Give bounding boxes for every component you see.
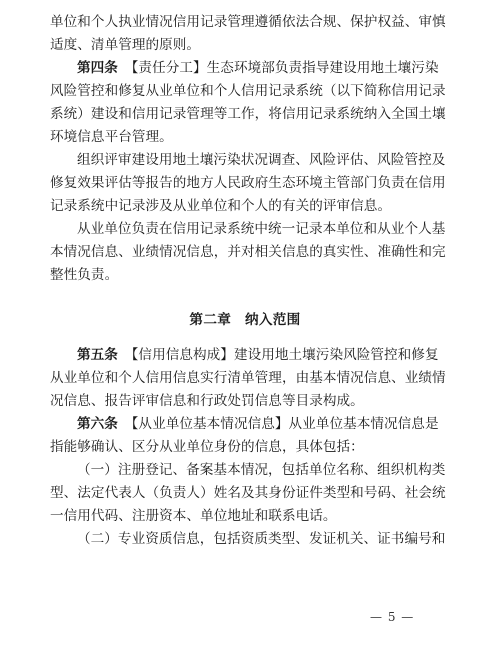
text-line xyxy=(50,57,440,80)
article-text: 【责任分工】生态环境部负责指导建设用地土壤污染 xyxy=(131,60,439,76)
article-5 xyxy=(50,344,446,413)
article-4 xyxy=(50,57,446,149)
document-body xyxy=(50,11,446,551)
paragraph-unit-responsibility xyxy=(50,218,446,287)
text-line: 系统）建设和信用记录管理等工作，将信用记录系统纳入全国土壤 xyxy=(50,106,446,122)
text-line xyxy=(50,344,440,367)
article-text: 【信用信息构成】建设用地土壤污染风险管控和修复 xyxy=(131,347,439,363)
text-line: 从业单位和个人信用信息实行清单管理，由基本情况信息、业绩情 xyxy=(50,370,446,386)
article-6 xyxy=(50,413,440,459)
text-line: 况信息、报告评审信息和行政处罚信息等目录构成。 xyxy=(50,393,364,409)
text-line: （一）注册登记、备案基本情况，包括单位名称、组织机构类 xyxy=(77,462,446,478)
article-text: 【从业单位基本情况信息】从业单位基本情况信息是 xyxy=(131,416,439,432)
text-line: 整性负责。 xyxy=(50,267,119,283)
text-line xyxy=(50,413,440,436)
text-line: 组织评审建设用地土壤污染状况调查、风险评估、风险管控及 xyxy=(77,152,446,168)
text-line: 记录系统中记录涉及从业单位和个人的有关的评审信息。 xyxy=(50,198,392,214)
text-line: 环境信息平台管理。 xyxy=(50,129,173,145)
text-line: 修复效果评估等报告的地方人民政府生态环境主管部门负责在信用 xyxy=(50,175,446,191)
list-item-1 xyxy=(50,459,446,528)
article-label: 第四条 xyxy=(77,60,118,76)
text-line: 本情况信息、业绩情况信息，并对相关信息的真实性、准确性和完 xyxy=(50,244,446,260)
chapter-title: 第二章 纳入范围 xyxy=(189,312,301,328)
text-line: （二）专业资质信息，包括资质类型、发证机关、证书编号和 xyxy=(77,531,446,547)
text-line: 指能够确认、区分从业单位身份的信息，具体包括： xyxy=(50,439,364,455)
text-line: 一信用代码、注册资本、单位地址和联系电话。 xyxy=(50,508,337,524)
text-line: 单位和个人执业情况信用记录管理遵循依法合规、保护权益、审慎 xyxy=(50,14,446,30)
text-line: 适度、清单管理的原则。 xyxy=(50,37,201,53)
text-line: 型、法定代表人（负责人）姓名及其身份证件类型和号码、社会统 xyxy=(50,485,446,501)
paragraph-principles xyxy=(50,11,446,57)
text-line: 从业单位负责在信用记录系统中统一记录本单位和从业个人基 xyxy=(77,221,446,237)
article-label: 第六条 xyxy=(77,416,118,432)
text-line: 风险管控和修复从业单位和个人信用记录系统（以下简称信用记录 xyxy=(50,83,446,99)
article-label: 第五条 xyxy=(77,347,118,363)
paragraph-review-info xyxy=(50,149,446,218)
list-item-2 xyxy=(50,528,446,551)
page-number: — 5 — xyxy=(370,610,415,624)
